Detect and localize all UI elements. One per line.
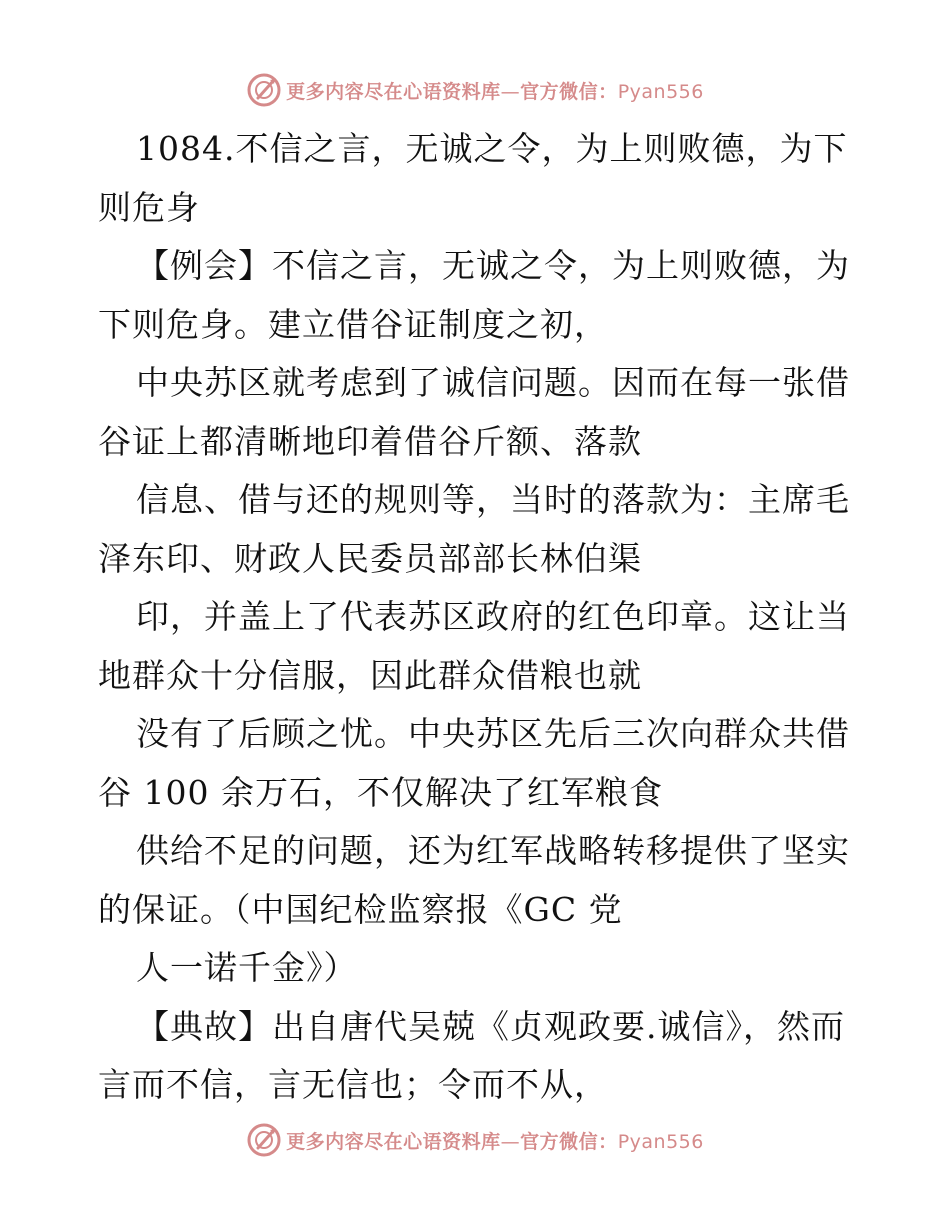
watermark-wechat-id: Pyan556 bbox=[617, 80, 704, 103]
watermark-suffix: 官方微信： bbox=[520, 80, 618, 103]
header-watermark bbox=[0, 70, 950, 110]
watermark-brand: 更多内容尽在心语资料库 bbox=[286, 80, 501, 103]
watermark-suffix: 官方微信： bbox=[520, 1130, 618, 1153]
watermark-separator: — bbox=[500, 1130, 521, 1153]
paragraph: 中央苏区就考虑到了诚信问题。因而在每一张借谷证上都清晰地印着借谷斤额、落款 bbox=[98, 363, 850, 461]
watermark-brand: 更多内容尽在心语资料库 bbox=[286, 1130, 501, 1153]
paragraph: 印，并盖上了代表苏区政府的红色印章。这让当地群众十分信服，因此群众借粮也就 bbox=[98, 597, 850, 695]
document-body bbox=[98, 120, 858, 1115]
brand-logo-icon bbox=[246, 72, 282, 108]
paragraph: 【典故】出自唐代吴兢《贞观政要.诚信》，然而言而不信，言无信也；令而不从， bbox=[98, 1006, 845, 1104]
paragraph-title: 1084.不信之言，无诚之令，为上则败德，为下则危身 bbox=[98, 129, 848, 227]
paragraph: 没有了后顾之忧。中央苏区先后三次向群众共借谷 100 余万石，不仅解决了红军粮食 bbox=[98, 714, 850, 812]
paragraph: 供给不足的问题，还为红军战略转移提供了坚实的保证。（中国纪检监察报《GC 党 bbox=[98, 831, 850, 929]
brand-logo-icon bbox=[246, 1122, 282, 1158]
watermark-wechat-id: Pyan556 bbox=[617, 1130, 704, 1153]
watermark-text bbox=[286, 77, 704, 104]
watermark-separator: — bbox=[500, 80, 521, 103]
paragraph: 信息、借与还的规则等，当时的落款为：主席毛泽东印、财政人民委员部部长林伯渠 bbox=[98, 480, 850, 578]
footer-watermark bbox=[0, 1120, 950, 1160]
paragraph: 【例会】不信之言，无诚之令，为上则败德，为下则危身。建立借谷证制度之初， bbox=[98, 246, 850, 344]
watermark-text bbox=[286, 1127, 704, 1154]
paragraph: 人一诺千金》） bbox=[136, 948, 358, 987]
